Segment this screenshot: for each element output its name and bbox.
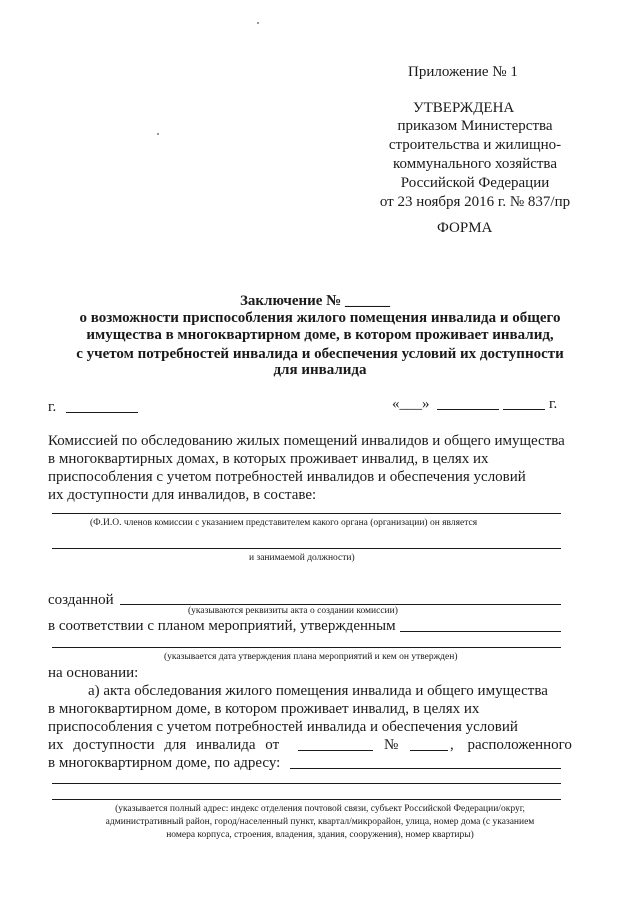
order-line: приказом Министерства xyxy=(397,118,553,134)
form-label: ФОРМА xyxy=(437,220,493,236)
order-line: коммунального хозяйства xyxy=(393,156,557,172)
scan-speck xyxy=(157,133,159,135)
members-fill-line xyxy=(52,548,561,549)
basis-label: на основании: xyxy=(48,665,139,681)
city-prefix: г. xyxy=(48,399,57,415)
plan-fill-line xyxy=(52,647,561,648)
plan-caption: (указывается дата утверждения плана мероприятий и кем он утвержден) xyxy=(164,652,458,662)
address-fill-line xyxy=(52,783,561,784)
act-number-blank xyxy=(410,750,448,751)
year-suffix: г. xyxy=(549,396,558,412)
address-caption-line: административный район, город/населенный пункт, квартал/микрорайон, улица, номер дома (с указанием xyxy=(105,817,535,827)
month-blank-line xyxy=(437,409,499,410)
act-date-blank xyxy=(298,750,373,751)
act-text-line: в многоквартирном доме, в котором проживает инвалид, в целях их xyxy=(48,701,480,717)
act-text-line: приспособления с учетом потребностей инвалида и обеспечения условий xyxy=(48,719,518,735)
address-caption-line: (указывается полный адрес: индекс отделения почтовой связи, субъект Российской Федерации/округ, xyxy=(115,804,525,814)
address-caption-line: номера корпуса, строения, владения, здания, сооружения), номер квартиры) xyxy=(166,830,474,840)
title-line: с учетом потребностей инвалида и обеспечения условий их доступности xyxy=(76,346,564,362)
commission-text-line: приспособления с учетом потребностей инвалидов и обеспечения условий xyxy=(48,469,526,485)
year-blank-line xyxy=(503,409,545,410)
address-label: в многоквартирном доме, по адресу: xyxy=(48,755,281,771)
order-line: от 23 ноября 2016 г. № 837/пр xyxy=(379,194,571,210)
title-line: имущества в многоквартирном доме, в котором проживает инвалид, xyxy=(86,327,554,343)
address-fill-line xyxy=(290,768,561,769)
commission-text-line: их доступности для инвалидов, в составе: xyxy=(48,487,317,503)
scan-speck xyxy=(257,22,259,24)
order-line: строительства и жилищно- xyxy=(388,137,562,153)
created-caption: (указываются реквизиты акта о создании комиссии) xyxy=(188,606,398,616)
title-line: для инвалида xyxy=(273,362,367,378)
title-line: о возможности приспособления жилого помещения инвалида и общего xyxy=(79,310,561,326)
appendix-label: Приложение № 1 xyxy=(408,64,518,80)
created-label: созданной xyxy=(48,592,114,608)
act-location-text: , расположенного xyxy=(450,737,572,753)
commission-text-line: Комиссией по обследованию жилых помещений инвалидов и общего имущества xyxy=(48,433,565,449)
plan-label: в соответствии с планом мероприятий, утвержденным xyxy=(48,618,396,634)
city-blank-line xyxy=(66,412,138,413)
plan-fill-line xyxy=(400,631,561,632)
approved-label: УТВЕРЖДЕНА xyxy=(413,100,515,116)
position-caption: и занимаемой должности) xyxy=(249,553,355,563)
order-line: Российской Федерации xyxy=(400,175,550,191)
act-text-line: а) акта обследования жилого помещения инвалида и общего имущества xyxy=(88,683,548,699)
address-fill-line xyxy=(52,799,561,800)
members-caption: (Ф.И.О. членов комиссии с указанием представителем какого органа (организации) он является xyxy=(90,518,478,528)
members-fill-line xyxy=(52,513,561,514)
date-quote: «___» xyxy=(392,396,430,412)
act-date-text: их доступности для инвалида от xyxy=(48,737,280,753)
conclusion-title: Заключение № ______ xyxy=(240,293,390,309)
commission-text-line: в многоквартирных домах, в которых проживает инвалид, в целях их xyxy=(48,451,489,467)
act-number-sign: № xyxy=(384,737,399,753)
